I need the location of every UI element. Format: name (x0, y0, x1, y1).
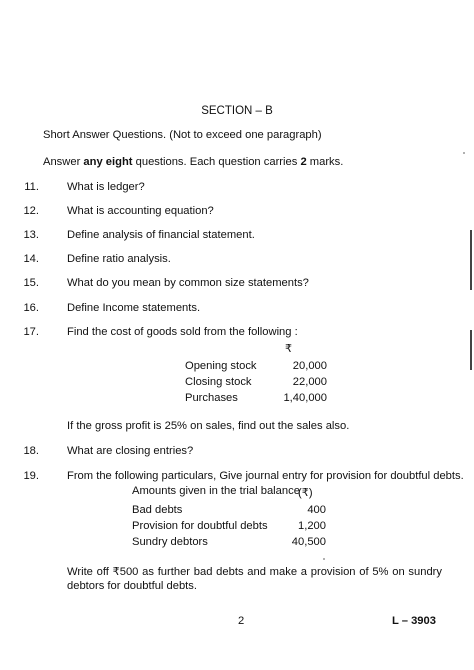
table-row (132, 534, 326, 550)
question-text: Define Income statements. (67, 302, 201, 314)
question-number: 15. (23, 277, 39, 289)
question-number: 17. (23, 326, 39, 338)
q17-followup: If the gross profit is 25% on sales, find out the sales also. (67, 420, 350, 432)
paper-code: L – 3903 (392, 615, 436, 627)
instruction-mid: questions. Each question carries (132, 156, 301, 168)
table-row (185, 374, 327, 390)
row-value: 1,40,000 (283, 392, 327, 404)
scan-speck (323, 558, 325, 560)
question-text: What is accounting equation? (67, 205, 214, 217)
row-value: 40,500 (291, 536, 326, 548)
instruction-bold-marks: 2 (300, 156, 307, 168)
table-row (132, 518, 326, 534)
section-title: SECTION – B (201, 105, 273, 117)
question-number: 14. (23, 253, 39, 265)
question-text: What do you mean by common size statements? (67, 277, 309, 289)
table-row (185, 390, 327, 406)
question-number: 18. (23, 445, 39, 457)
row-value: 400 (307, 504, 326, 516)
row-label: Provision for doubtful debts (132, 520, 268, 532)
scan-speck (463, 152, 465, 154)
intro-text: Short Answer Questions. (Not to exceed one paragraph) (43, 129, 322, 141)
row-label: Purchases (185, 392, 238, 404)
instruction-bold-count: any eight (83, 156, 133, 168)
question-text: What are closing entries? (67, 445, 194, 457)
table-caption: Amounts given in the trial balance (132, 485, 300, 497)
currency-symbol: ₹ (285, 343, 293, 355)
row-label: Opening stock (185, 360, 257, 372)
question-text: Define analysis of financial statement. (67, 229, 255, 241)
question-text: What is ledger? (67, 181, 145, 193)
q19-followup-line2: debtors for doubtful debts. (67, 580, 197, 592)
question-text: Find the cost of goods sold from the following : (67, 326, 298, 338)
question-text: Define ratio analysis. (67, 253, 171, 265)
row-value: 1,200 (298, 520, 326, 532)
row-label: Sundry debtors (132, 536, 208, 548)
scan-edge-mark (470, 230, 472, 290)
row-value: 20,000 (292, 360, 327, 372)
page-number: 2 (238, 615, 245, 627)
q19-followup-line1: Write off ₹500 as further bad debts and make a provision of 5% on sundry (67, 566, 442, 578)
row-label: Bad debts (132, 504, 183, 516)
instruction-pre: Answer (43, 156, 84, 168)
question-number: 11. (24, 181, 39, 193)
question-number: 19. (23, 470, 39, 482)
currency-symbol: (₹) (298, 487, 313, 499)
stock-table (185, 358, 327, 406)
row-label: Closing stock (185, 376, 252, 388)
question-text: From the following particulars, Give journal entry for provision for doubtful debts. (67, 470, 464, 482)
table-row (132, 502, 326, 518)
instruction-text (43, 156, 343, 169)
table-row (185, 358, 327, 374)
instruction-post: marks. (306, 156, 344, 168)
scan-edge-mark (470, 330, 472, 370)
question-number: 13. (23, 229, 39, 241)
question-number: 16. (23, 302, 39, 314)
trial-balance-table (132, 502, 326, 550)
row-value: 22,000 (292, 376, 327, 388)
question-number: 12. (23, 205, 39, 217)
